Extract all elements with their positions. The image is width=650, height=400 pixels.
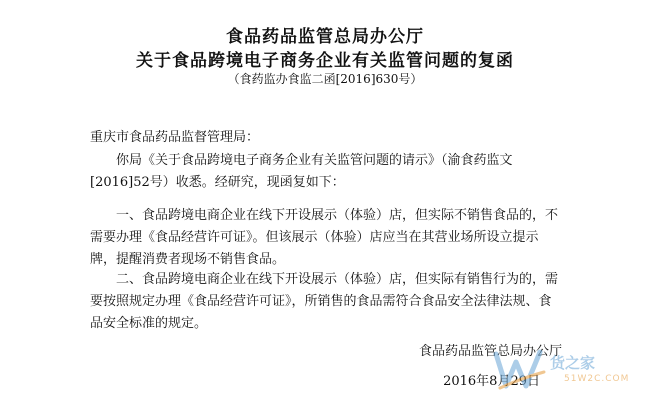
paragraph-item-2: 二、食品跨境电商企业在线下开设展示（体验）店，但实际有销售行为的，需要按照规定办理《食品经营许可证》，所销售的食品需符合食品安全法律法规、食品安全标准的规定。 bbox=[90, 272, 559, 331]
issuing-office: 食品药品监管总局办公厅 bbox=[226, 27, 424, 47]
paragraph-intro: 你局《关于食品跨境电子商务企业有关监管问题的请示》（渝食药监文[2016]52号）收悉。经研究，现函复如下： bbox=[90, 153, 513, 190]
document-number: （食药监办食监二函[2016]630号） bbox=[227, 72, 423, 86]
w-logo-icon bbox=[492, 348, 548, 392]
document-title: 关于食品跨境电子商务企业有关监管问题的复函 bbox=[136, 51, 514, 71]
signature-office: 食品药品监管总局办公厅 bbox=[418, 344, 562, 359]
watermark-url: 51W2C.COM bbox=[564, 374, 630, 384]
watermark-logo bbox=[492, 348, 642, 392]
paragraph-item-1: 一、食品跨境电商企业在线下开设展示（体验）店，但实际不销售食品的，不需要办理《食品经营许可证》。但该展示（体验）店应当在其营业场所设立提示牌，提醒消费者现场不销售食品。 bbox=[90, 208, 559, 267]
signature-date: 2016年8月29日 bbox=[443, 374, 540, 389]
watermark-brand: 货之家 bbox=[550, 354, 596, 372]
recipient: 重庆市食品药品监督管理局： bbox=[90, 130, 260, 145]
